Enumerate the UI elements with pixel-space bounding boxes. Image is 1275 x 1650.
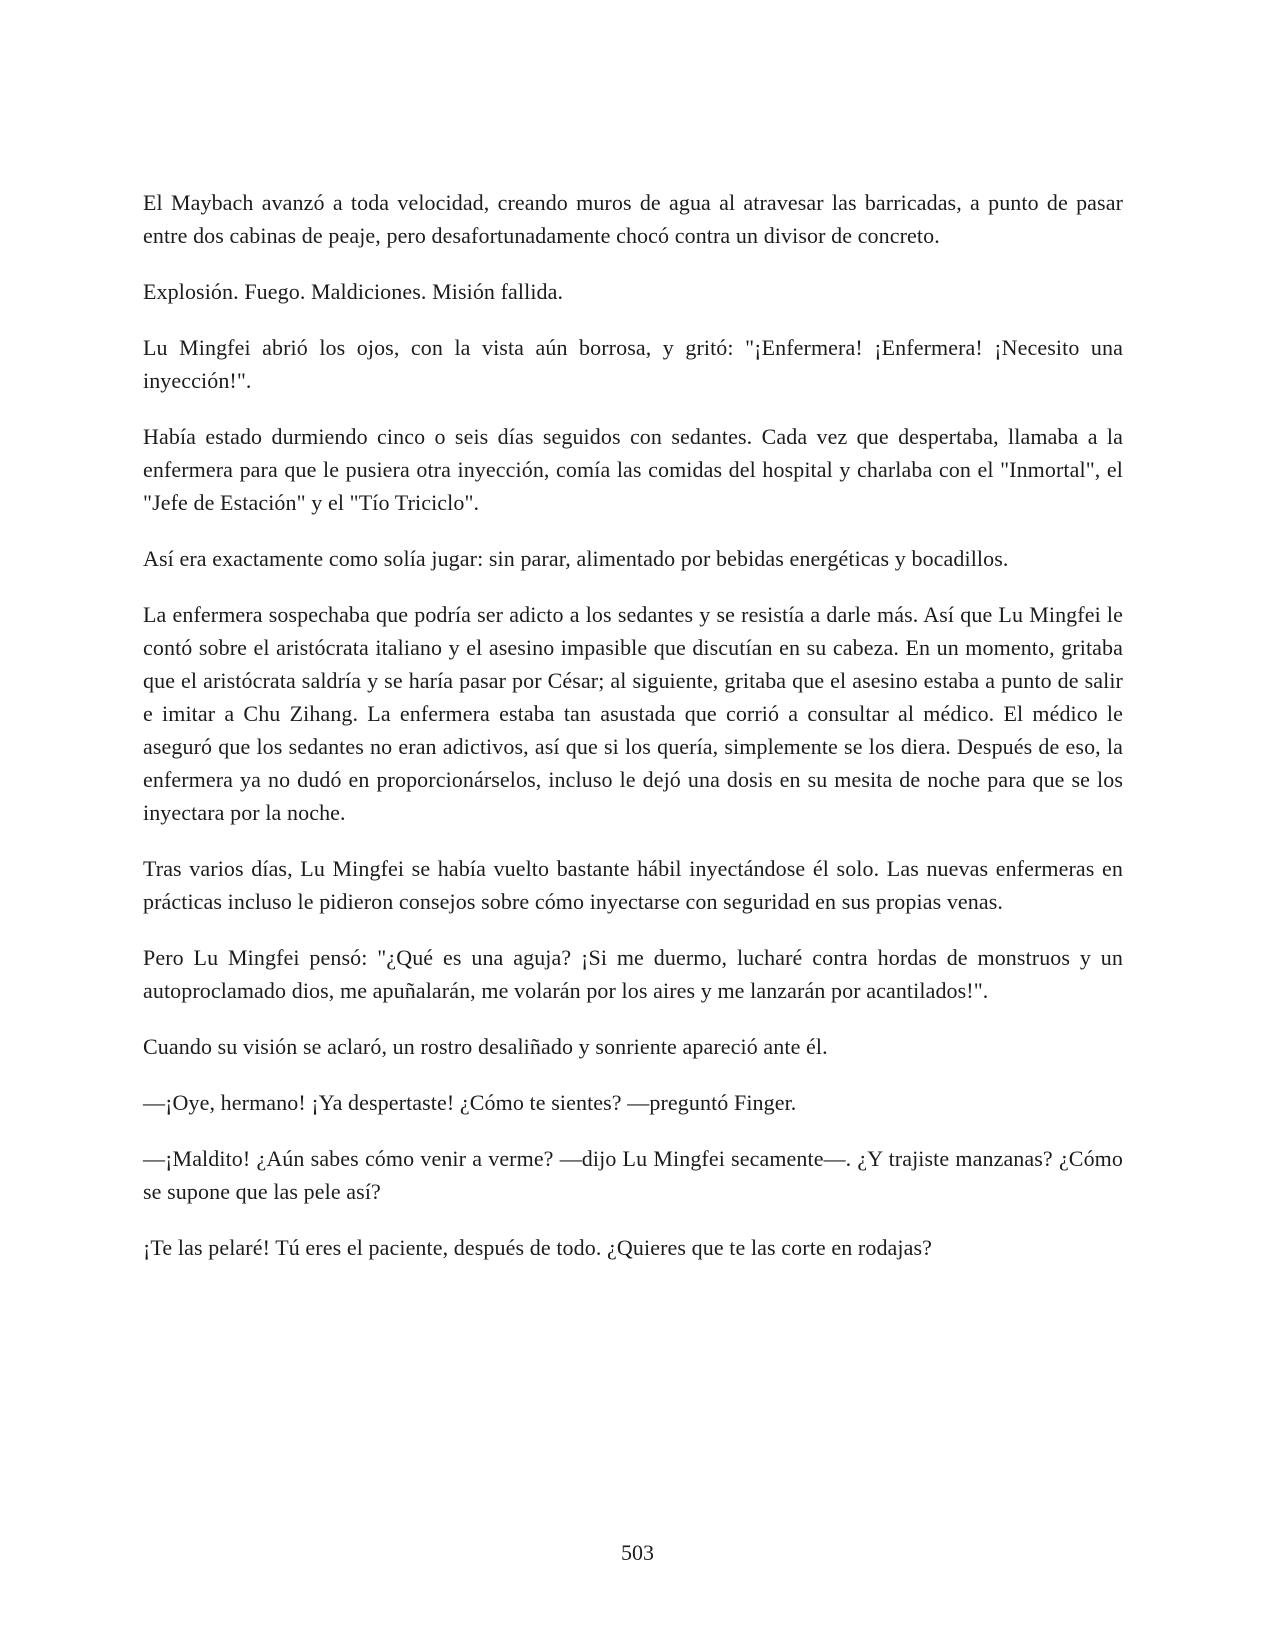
page-number: 503: [621, 1540, 654, 1565]
paragraph: Había estado durmiendo cinco o seis días seguidos con sedantes. Cada vez que despertaba, llamaba a la enfermera para que le pusiera otra inyección, comía las comidas del hospital y charlaba con el "Inmortal", el "Jefe de Estación" y el "Tío Triciclo".: [143, 424, 1123, 515]
paragraph: La enfermera sospechaba que podría ser adicto a los sedantes y se resistía a darle más. Así que Lu Mingfei le contó sobre el aristócrata italiano y el asesino impasible que discutían en su cabeza. En un momento, gritaba que el aristócrata saldría y se haría pasar por César; al siguiente, gritaba que el asesino estaba a punto de salir e imitar a Chu Zihang. La enfermera estaba tan asustada que corrió a consultar al médico. El médico le aseguró que los sedantes no eran adictivos, así que si los quería, simplemente se los diera. Después de eso, la enfermera ya no dudó en proporcionárselos, incluso le dejó una dosis en su mesita de noche para que se los inyectara por la noche.: [143, 602, 1123, 825]
paragraph: Tras varios días, Lu Mingfei se había vuelto bastante hábil inyectándose él solo. Las nuevas enfermeras en prácticas incluso le pidieron consejos sobre cómo inyectarse con seguridad en sus propias venas.: [143, 856, 1123, 914]
page-text-block: [143, 186, 1123, 1287]
paragraph: Explosión. Fuego. Maldiciones. Misión fallida.: [143, 279, 564, 304]
paragraph: El Maybach avanzó a toda velocidad, creando muros de agua al atravesar las barricadas, a punto de pasar entre dos cabinas de peaje, pero desafortunadamente chocó contra un divisor de concreto.: [143, 190, 1123, 248]
paragraph: —¡Maldito! ¿Aún sabes cómo venir a verme? —dijo Lu Mingfei secamente—. ¿Y trajiste manzanas? ¿Cómo se supone que las pele así?: [143, 1146, 1123, 1204]
paragraph: Así era exactamente como solía jugar: sin parar, alimentado por bebidas energéticas y bocadillos.: [143, 546, 1009, 571]
paragraph: Pero Lu Mingfei pensó: "¿Qué es una aguja? ¡Si me duermo, lucharé contra hordas de monstruos y un autoproclamado dios, me apuñalarán, me volarán por los aires y me lanzarán por acantilados!".: [143, 945, 1123, 1003]
paragraph: —¡Oye, hermano! ¡Ya despertaste! ¿Cómo te sientes? —preguntó Finger.: [143, 1090, 797, 1115]
paragraph: Lu Mingfei abrió los ojos, con la vista aún borrosa, y gritó: "¡Enfermera! ¡Enfermera! ¡Necesito una inyección!".: [143, 335, 1123, 393]
paragraph: ¡Te las pelaré! Tú eres el paciente, después de todo. ¿Quieres que te las corte en rodajas?: [143, 1235, 933, 1260]
paragraph: Cuando su visión se aclaró, un rostro desaliñado y sonriente apareció ante él.: [143, 1034, 828, 1059]
